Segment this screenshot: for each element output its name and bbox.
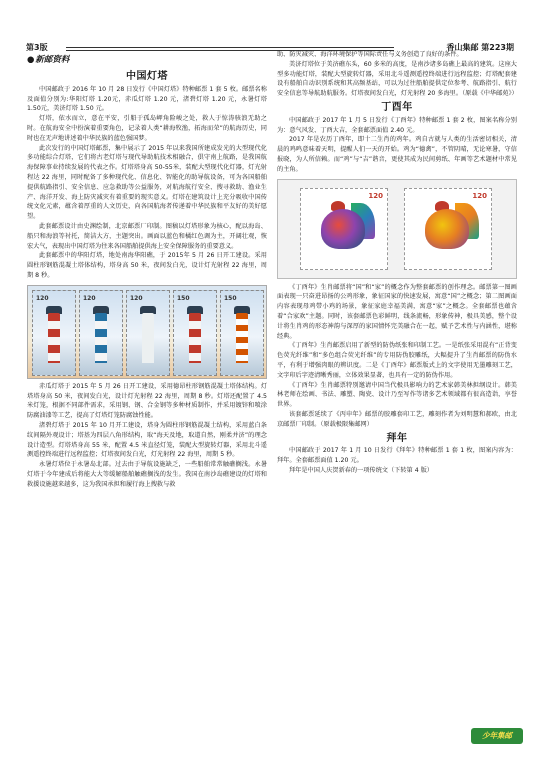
stamp [79,290,123,376]
paragraph: 拜年是中国人庆贺新春的一项传统文（下转第 4 版） [289,466,433,474]
lighthouse-tower [95,313,107,363]
paragraph: 渚碧灯塔于 2015 年 10 月开工建设，塔身为圆柱形钢筋混凝土结构，采用蓝白条纹间隔外观设计；塔基为四层八角形结构，取“海天及地，取道自然，刚柔并济”的理念设计造型。灯塔塔身高 55 米，配置 4.5 米直径灯笼，装配大型旋转灯器，采用北斗遥测遥控终端进行远程监控；灯塔夜间发白光，灯光射程 22 海里，周期 5 秒。 [27,421,267,459]
lighthouse-tower [48,313,60,363]
lighthouse-tower [236,313,248,363]
paragraph: 此次发行的中国灯塔邮票，集中展示了 2015 年以来我国所建成发光的大型现代化多功能综合灯塔，它们将古老灯塔与现代导助航技术相融合，俱守南上航路，是我国航海保障事业持续发展的代表之作。灯塔塔身高 50-55米，装配大型现代化灯器，灯光射程达 22 海里，同时配备了多种现代化、信息化、智能化的助导航设备，可为各国船舶提供航路指引、安全信息、应急救助等公益服务，对航海航行安全、搜寻救助、渔业生产、海洋开发、海上防灾减灾有着重要的现实意义。灯塔在建筑设计上充分吸收中国传统文化元素，蕴含着厚重的人文历史，向各国航海者传递着中华民族和平友好的美好愿望。 [27,144,267,221]
paragraph: 灯塔，依水而立，意在平安，引船于孤岛岬角险峻之处，救人于惊涛骇浪无助之时。在航海安全中扮演着重要角色，记录着人类“耕海牧渔，拓海而荣”的航海历史，同时也在无声地讲述着中华民族的蓝色强国梦。 [27,115,267,142]
stamp [220,290,264,376]
paper-name: 香山集邮 [446,43,479,52]
article-title-dingyou: 丁酉年 [381,101,413,113]
stamp-denomination: 120 [472,191,487,200]
paragraph: 中国邮政于 2017 年 1 月 5 日发行《丁酉年》特种邮票 1 套 2 枚，图案名称分别为：意气风发、丁酉大吉，全套邮票面值 2.40 元。 [277,116,517,134]
paragraph: 赤瓜灯塔于 2015 年 5 月 26 日开工建设，采用德昂柱形钢筋混凝土塔体结构。灯塔塔身高 50 米，夜间发白光，设计灯光射程 22 海里，周期 8 秒。灯塔还配置了 4.5米灯笼，根据不同部件需求，采用钢、钢、合金钢等多种材质制作，并采用镀锌和喷涂防腐油漆等工艺，提高了灯塔灯笼防腐蚀性能。 [27,382,267,420]
stamp-denomination: 120 [130,294,143,302]
paragraph: 《丁酉年》生肖邮票特别邀请中国当代极具影响力的艺术家韩美林担纲设计。韩美林老师在绘画、书法、雕塑、陶瓷、设计乃至写作等诸多艺术领域都有很高造诣，享誉世界。 [277,381,517,409]
page-label: 第3版 [26,43,48,52]
stamp-denomination: 150 [224,294,237,302]
stamp-denomination: 120 [36,294,49,302]
section-tag: ● 新邮资料 [27,56,267,68]
paragraph: 此套邮票设计由史渊绘制，北京邮票厂印制。图稿以灯塔形象为核心，配以海岛、船只和海浪等衬托，简洁大方，主题突出。画面以蓝色和橘红色调为主，开阔壮观，恢宏大气，表现出中国灯塔为往来各国船舶提供海上安全保障服务的重要意义。 [27,222,267,250]
hen-icon [425,209,469,249]
rooster-stamp-pair [277,179,517,279]
footer-logo: 少年集邮 [471,728,523,744]
lighthouse-stamp-sheet [27,285,267,379]
stamp-denomination: 120 [83,294,96,302]
stamp [404,188,492,270]
header-rule [66,47,394,48]
stamp-denomination: 150 [177,294,190,302]
stamp-denomination: 120 [368,191,383,200]
article-title-lighthouse: 中国灯塔 [126,71,168,82]
stamp [300,188,388,270]
paragraph: 助、防灾减灾、海洋环境保护等国际责任与义务创造了良好的条件。 [277,51,463,58]
stamp [173,290,217,376]
right-column [277,50,517,476]
paragraph: 《丁酉年》生肖邮票启用了新型的防伪纸张和印制工艺。一是纸张采用混有“正背变色荧光纤维”和“多色组合荧光纤维”的专用防伪胶雕纸，大幅提升了生肖邮票的防伪水平，有利于增强肉眼的辨识度。二是《丁酉年》邮票版式上的文字使用无墨雕刻工艺，文字印后字迹清晰秀丽，立体效果显著，也具有一定的防伪作用。 [277,342,517,379]
paragraph: 此套邮票中的华阳灯塔，地处南海华阳礁，于 2015年 5 月 26 日开工建设。采用圆柱形钢筋混凝土塔体结构，塔身高 50 米，夜间发白光，设计灯光射程 22 海里，周期 8 秒。 [27,252,267,279]
paragraph: 《丁酉年》生肖邮票将“国”和“家”的概念作为整套邮票的创作理念。邮票第一图画面表现一只奋进昂扬的公鸡形象，象征国家的快速发展，寓意“国”之概念；第二图画面内容表现母鸡带小鸡的场景，象征家庭幸福美满，寓意“家”之概念。全套邮票也蕴含着“合家欢”主题。同时，该套邮票色彩鲜明，线条流畅，形象传神，极具美感，整个设计将生肖鸡的形态神韵与深厚的家国情怀完美融合在一起，赋予艺术性与内涵性，堪称经典。 [277,283,517,340]
paragraph: 美济灯塔位于美济礁东头，60 多米的高度，是南沙诸多岛礁上最高的建筑。这座大型多功能灯塔，装配大型旋转灯器，采用北斗遥测遥控终端进行远程监控；灯塔配套建设有船舶自动识别系统和其高频基站，可以为过往船舶提供定位参考、航路指引、航行安全信息等导航助航服务。灯塔夜间发白光，灯光射程 20 多海里。（原载《中华邮苑》） [277,60,518,98]
paragraph: 中国邮政于 2016 年 10 月 28 日发行《中国灯塔》特种邮票 1 套 5 枚。邮票名称及面值分别为:华阳灯塔 1.20元，赤瓜灯塔 1.20 元，渚碧灯塔 1.20 元，永暑灯塔 1.50元，美济灯塔 1.50 元。 [27,85,267,113]
rooster-icon [321,209,365,249]
paragraph: 中国邮政于 2017 年 1 月 10 日发行《拜年》特种邮票 1 套 1 枚，图案内容为：拜年。全套邮票面值 1.20 元。 [277,447,517,465]
article-title-bainian: 拜年 [386,432,408,444]
paragraph: 永暑灯塔位于永暑岛北部。过去由于导航设施缺乏，一些船舶常常触礁搁浅。永暑灯塔于今年建成后将能大大等缓解船舶触礁搁浅的发生。我国在南沙岛礁建设的灯塔和救援设施越来越多，这为我国承担和履行海上搜救与救 [27,461,267,488]
paragraph: 该套邮票延续了《丙申年》邮票的胶雕套印工艺，雕刻作者为刘明慧和郝欧，由北京邮票厂印制。（原载极限集邮网） [277,410,517,428]
lighthouse-tower [142,313,154,363]
lighthouse-tower [189,313,201,363]
stamp [32,290,76,376]
stamp [126,290,170,376]
left-column [27,56,267,490]
paragraph: 2017 年是农历丁酉年，即十二生肖的鸡年。鸡自古就与人类的生活密切相关，清晨的鸡鸣意味着天明，提醒人们一天的开始。鸡为“德禽”，不管阴晴，无论寒暑，守信报晓，为人所信赖。而“鸡”与“吉”谐音，更使其成为民间剪纸、年画等艺术题材中常见的主角。 [277,136,517,173]
issue-number: 第223期 [481,43,514,52]
